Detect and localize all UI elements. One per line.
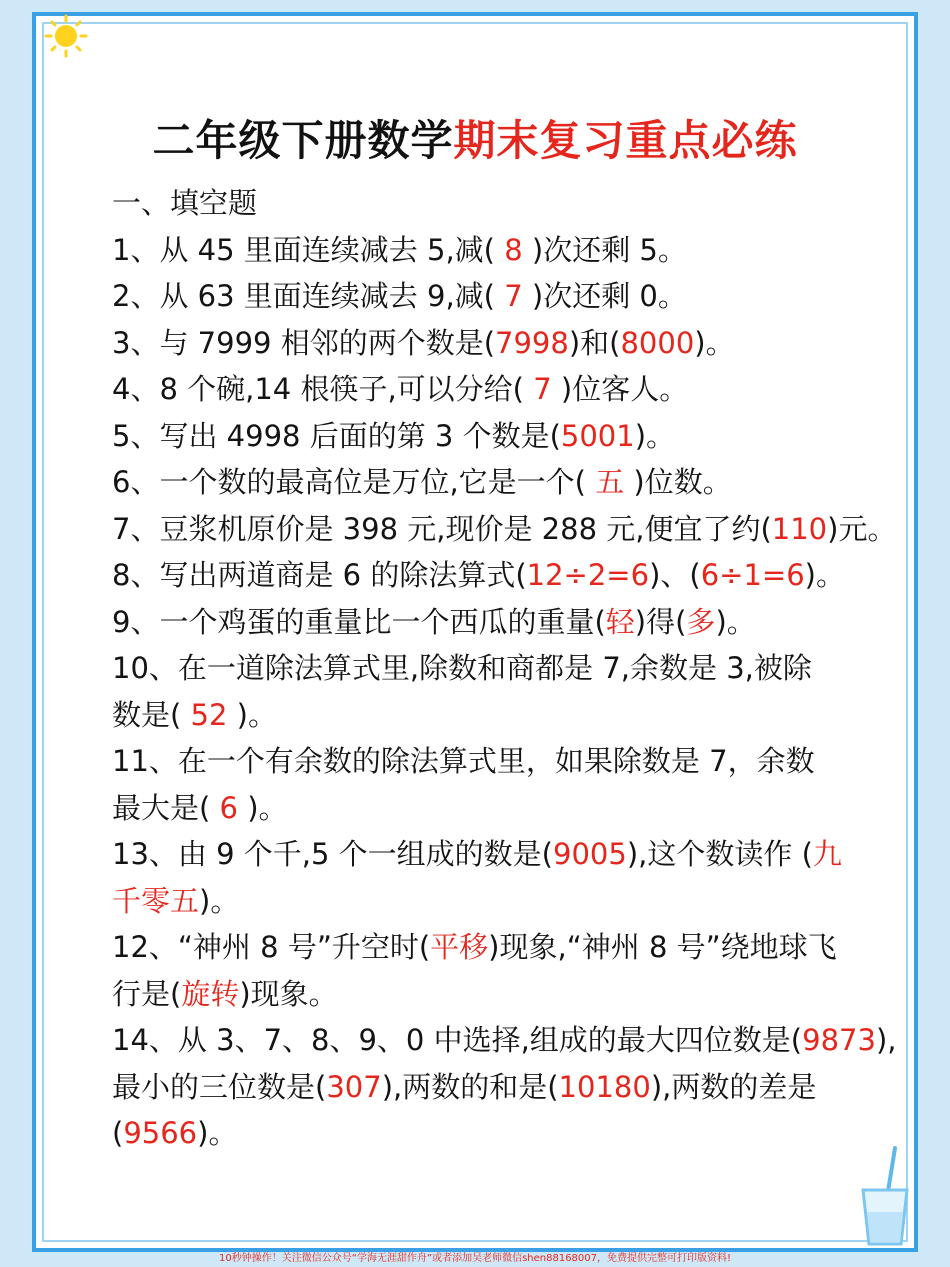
- title-red: 期末复习重点必练: [453, 116, 798, 165]
- question-line: [112, 831, 852, 878]
- question-line: [112, 1064, 852, 1111]
- question-text: 12、“神州 8 号”升空时(: [112, 930, 431, 964]
- question-text: )现象,“神州 8 号”绕地球飞: [488, 930, 837, 964]
- question-text: )次还剩 0。: [531, 279, 687, 313]
- question-content: [112, 180, 897, 1157]
- answer-text: 旋转: [181, 976, 240, 1011]
- question-line: [112, 506, 897, 553]
- answer-text: 7: [524, 372, 561, 406]
- question-text: )。: [197, 1116, 238, 1150]
- question-text: ),: [875, 1023, 897, 1057]
- question-text: )位数。: [633, 465, 732, 499]
- question-text: )、(: [649, 558, 701, 592]
- answer-text: 52: [181, 697, 237, 732]
- answer-text: 五: [585, 465, 634, 499]
- answer-text: 9873: [802, 1023, 876, 1057]
- question-text: 1、从 45 里面连续减去 5,减(: [112, 232, 495, 267]
- question-line: [112, 366, 852, 413]
- question-text: 最小的三位数是(: [112, 1069, 327, 1104]
- question-line: [112, 552, 852, 599]
- answer-text: 九: [812, 837, 842, 871]
- answer-text: 多: [686, 604, 716, 639]
- answer-text: 千零五: [112, 883, 200, 918]
- question-line: [112, 273, 852, 320]
- question-line: [112, 738, 852, 785]
- answer-text: 轻: [605, 604, 635, 639]
- question-line: [112, 320, 852, 367]
- question-text: )。: [694, 325, 735, 360]
- question-text: 6、一个数的最高位是万位,它是一个(: [112, 465, 586, 499]
- question-text: )现象。: [239, 976, 338, 1011]
- question-text: 2、从 63 里面连续减去 9,减(: [112, 279, 495, 313]
- question-line: [112, 971, 852, 1018]
- question-text: )元。: [827, 511, 897, 546]
- question-text: 最大是(: [112, 790, 211, 825]
- drink-cup-icon: [855, 1140, 915, 1250]
- question-text: 14、从 3、7、8、9、0 中选择,组成的最大四位数是(: [112, 1023, 803, 1057]
- question-text: (: [112, 1116, 124, 1150]
- question-text: )得(: [634, 604, 687, 639]
- page-title: [0, 108, 950, 168]
- question-text: )。: [199, 883, 240, 918]
- answer-text: 9005: [553, 837, 627, 871]
- section-heading: 一、填空题: [112, 186, 258, 220]
- question-line: [112, 227, 852, 274]
- answer-text: 6: [210, 790, 248, 825]
- question-line: [112, 924, 852, 971]
- question-line: [112, 1017, 897, 1064]
- answer-text: 10180: [558, 1069, 651, 1104]
- question-text: 数是(: [112, 697, 182, 732]
- question-line: [112, 459, 852, 506]
- question-text: )。: [715, 604, 756, 639]
- question-text: )。: [247, 790, 288, 825]
- answer-text: 7: [495, 279, 532, 313]
- question-line: [112, 1110, 852, 1157]
- answer-text: 平移: [430, 930, 489, 964]
- question-text: )。: [634, 418, 676, 453]
- question-text: 11、在一个有余数的除法算式里，如果除数是 7，余数: [112, 744, 815, 778]
- answer-text: 9566: [123, 1116, 198, 1150]
- answer-text: 12÷2=6: [526, 558, 650, 592]
- question-text: ),两数的和是(: [381, 1069, 559, 1104]
- answer-text: 110: [771, 511, 828, 546]
- question-line: [112, 692, 852, 739]
- answer-text: 7998: [495, 325, 569, 360]
- question-text: 7、豆浆机原价是 398 元,现价是 288 元,便宜了约(: [112, 511, 772, 546]
- question-text: )次还剩 5。: [531, 232, 687, 267]
- question-line: [112, 599, 852, 646]
- question-text: 13、由 9 个千,5 个一组成的数是(: [112, 837, 553, 871]
- question-text: 3、与 7999 相邻的两个数是(: [112, 325, 496, 360]
- question-list: [112, 227, 897, 1157]
- footer-note: 10秒钟操作！关注微信公众号“学海无涯甜作舟”或者添加吴老师微信shen88168007，免费提供完整可打印版资料!: [218, 1253, 732, 1264]
- answer-text: 307: [326, 1069, 382, 1104]
- question-text: 4、8 个碗,14 根筷子,可以分给(: [112, 372, 524, 406]
- question-text: )。: [804, 558, 845, 592]
- question-text: 5、写出 4998 后面的第 3 个数是(: [112, 418, 561, 453]
- question-text: )和(: [568, 325, 621, 360]
- title-black: 二年级下册数学: [152, 116, 454, 165]
- question-text: )。: [236, 697, 277, 732]
- question-text: 10、在一道除法算式里,除数和商都是 7,余数是 3,被除: [112, 651, 812, 685]
- answer-text: 5001: [560, 418, 635, 453]
- question-line: [112, 785, 852, 832]
- answer-text: 8: [495, 232, 532, 267]
- question-text: 行是(: [112, 976, 182, 1011]
- question-line: [112, 413, 852, 460]
- question-text: 8、写出两道商是 6 的除法算式(: [112, 558, 527, 592]
- question-text: 9、一个鸡蛋的重量比一个西瓜的重量(: [112, 604, 606, 639]
- question-line: [112, 878, 852, 925]
- answer-text: 6÷1=6: [700, 558, 805, 592]
- question-line: [112, 645, 852, 692]
- sun-icon: [42, 10, 92, 60]
- question-text: ),这个数读作 (: [626, 837, 813, 871]
- question-text: )位客人。: [560, 372, 689, 406]
- answer-text: 8000: [620, 325, 695, 360]
- question-text: ),两数的差是: [650, 1069, 817, 1104]
